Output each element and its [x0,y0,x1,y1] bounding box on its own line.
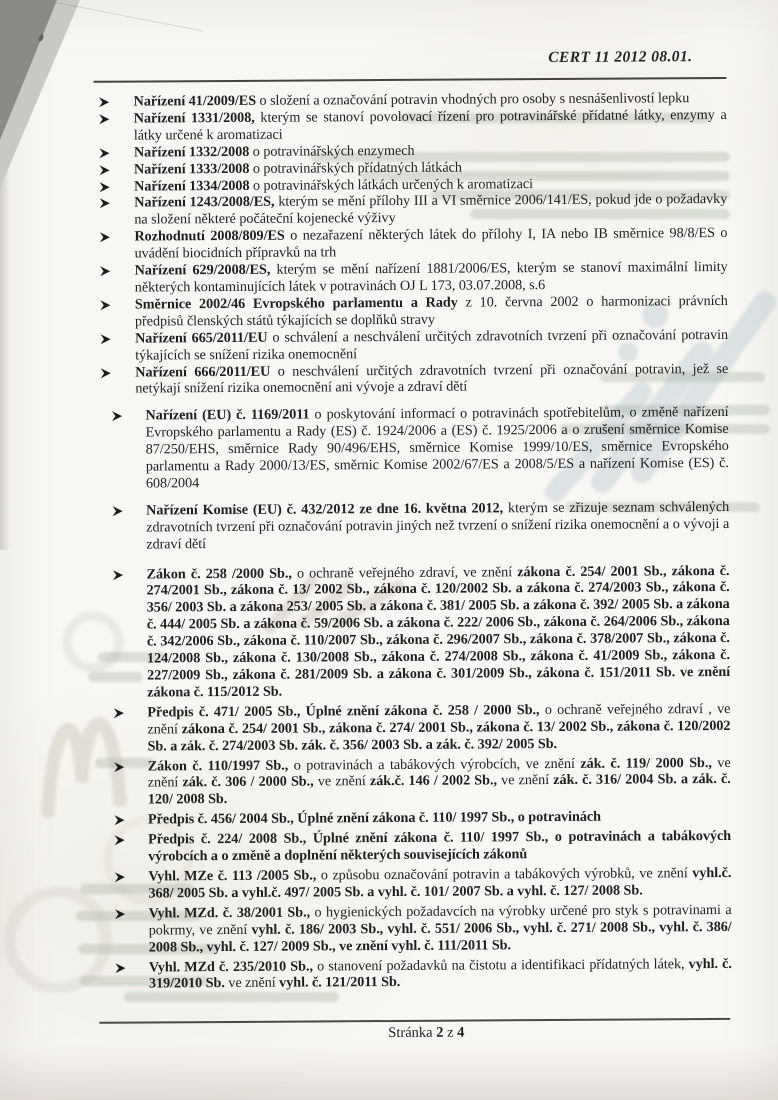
list-item-text: Nařízení 666/2011/EU o neschválení určitých zdravotních tvrzení při označování potravin, jež se netýkají snížení rizika onemocnění ani vývoje a zdraví dětí [135,360,729,397]
list-item-text: Směrnice 2002/46 Evropského parlamentu a Rady z 10. června 2002 o harmonizaci právních předpisů členských států týkajících se doplňků stravy [134,292,728,330]
list-item-text: Nařízení 1333/2008 o potravinářských přídatných látkách [133,159,462,178]
list-item-text: Nařízení 1334/2008 o potravinářských látkách určených k aromatizaci [134,175,534,195]
list-item [97,404,729,492]
list-item [96,107,727,145]
list-item-text: Nařízení (EU) č. 1169/2011 o poskytování informací o potravinách spotřebitelům, o změně nařízení Evropského parlamentu a Rady (ES) č. 1924/2006 a (ES) č. 1925/2006 a o zrušení směrnice Komise 87/250/EHS, směrnice Rady 90/496/EHS, směrnice Komise 1999/10/ES, směrnice Evropského parlamentu a Rady 2000/13/ES, směrnic Komise 2002/67/ES a 2008/5/ES a nařízení Komise (ES) č. 608/2004 [145,404,729,492]
list-item-text: Vyhl. MZd č. 235/2010 Sb., o stanovení požadavků na čistotu a identifikaci přídatných látek, vyhl. č. 319/2010 Sb. ve znění vyhl. č. 121/2011 Sb. [148,955,732,992]
list-item [100,754,731,809]
list-item-text: Zákon č. 110/1997 Sb., o potravinách a tabákových výrobcích, ve znění zák. č. 119/ 2000 Sb., ve znění zák. č. 306 / 2000 Sb., ve znění zák.č. 146 / 2002 Sb., ve znění zák. č. 316/ 2004 Sb. a zák. č. 120/ 2008 Sb. [147,754,731,808]
arrowhead-right-icon [99,114,110,125]
list-item-text: Rozhodnutí 2008/809/ES o nezařazení některých látek do přílohy I, IA nebo IB směrnice 98/8/ES o uvádění biocidních přípravků na trh [134,225,728,262]
arrowhead-right-icon [99,198,110,209]
list-item-text: Nařízení 1331/2008, kterým se stanoví povolovací řízení pro potravinářské přídatné látky, enzymy a látky určené k aromatizaci [133,106,727,144]
header-rule [93,77,726,83]
arrowhead-right-icon [114,761,125,772]
arrowhead-right-icon [99,232,110,243]
arrowhead-right-icon [100,367,111,378]
list-item-text: Nařízení Komise (EU) č. 432/2012 ze dne 16. května 2012, kterým se zřizuje seznam schválených zdravotních tvrzení při označování potravin jiných než tvrzení o snížení rizika onemocnění a o vývoji a zdraví dětí [146,498,730,553]
list-item-text: Nařízení 629/2008/ES, kterým se mění nařízení 1881/2006/ES, kterým se stanoví maximální limity některých kontaminujících látek v potravinách OJ L 173, 03.07.2008, s.6 [134,258,728,296]
arrowhead-right-icon [99,164,110,175]
arrowhead-right-icon [114,872,125,883]
arrowhead-right-icon [100,266,111,277]
arrowhead-right-icon [115,908,126,919]
list-item-text: Nařízení 1332/2008 o potravinářských enzymech [133,142,415,161]
list-item-text: Nařízení 1243/2008/ES, kterým se mění přílohy III a VI směrnice 2006/141/ES, pokud jde o požadavky na složení některé počáteční kojenecké výživy [134,191,728,228]
list-item-text: Nařízení 665/2011/EU o schválení a neschválení určitých zdravotních tvrzení při označování potravin týkajících se snížení rizika onemocnění [135,326,729,364]
page-number: Stránka 2 z 4 [388,1024,465,1042]
arrowhead-right-icon [112,505,123,516]
list-item [98,499,729,554]
arrowhead-right-icon [99,181,110,192]
list-item-text: Vyhl. MZe č. 113 /2005 Sb., o způsobu označování potravin a tabákových výrobků, ve znění vyhl.č. 368/ 2005 Sb. a vyhl.č. 497/ 2005 Sb. a vyhl. č. 101/ 2007 Sb. a vyhl. č. 127/ 2008 Sb. [148,864,732,902]
list-item-text: Předpis č. 456/ 2004 Sb., Úplné znění zákona č. 110/ 1997 Sb., o potravinách [147,808,602,828]
arrowhead-right-icon [100,333,111,344]
list-item-text: Předpis č. 471/ 2005 Sb., Úplné znění zákona č. 258 / 2000 Sb., o ochraně veřejného zdraví , ve znění zákona č. 254/ 2001 Sb., zákona č. 274/ 2001 Sb., zákona č. 13/ 2002 Sb., zákona č. 120/2002 Sb. a zák. č. 274/2003 Sb. zák. č. 356/ 2003 Sb. a zák. č. 392/ 2005 Sb. [147,700,731,755]
list-item [97,327,728,365]
regulation-list [96,90,732,993]
list-item [97,259,728,297]
list-item-text: Předpis č. 224/ 2008 Sb., Úplné znění zákona č. 110/ 1997 Sb., o potravinách a tabákových výrobcích a o změně a doplnění některých souvisejících zákonů [148,828,732,865]
list-item [100,865,731,903]
list-item [101,902,732,957]
list-item [97,360,728,398]
list-item [96,191,727,229]
list-item [99,701,730,756]
arrowhead-right-icon [112,569,123,580]
list-item-text: Zákon č. 258 /2000 Sb., o ochraně veřejného zdraví, ve znění zákona č. 254/ 2001 Sb., zákona č. 274/2001 Sb., zákona č. 13/ 2002 Sb., zákona č. 120/2002 Sb. a zákona č. 274/2003 Sb., zákona č. 356/ 2003 Sb. a zákona 253/ 2005 Sb. a zákona č. 381/ 2005 Sb. a zákona č. 392/ 2005 Sb. a zákona č. 444/ 2005 Sb. a zákona č. 59/2006 Sb. a zákona č. 222/ 2006 Sb., zákona č. 264/2006 Sb., zákona č. 342/2006 Sb., zákona č. 110/2007 Sb., zákona č. 296/2007 Sb., zákona č. 378/2007 Sb., zákona č. 124/2008 Sb., zákona č. 130/2008 Sb., zákona č. 274/2008 Sb., zákona č. 41/2009 Sb., zákona č. 227/2009 Sb., zákona č. 281/2009 Sb. a zákona č. 301/2009 Sb., zákona č. 151/2011 Sb. ve znění zákona č. 115/2012 Sb. [146,562,731,701]
arrowhead-right-icon [100,300,111,311]
list-item [98,562,730,701]
doc-code: CERT 11 2012 08.01. [548,48,693,67]
arrowhead-right-icon [114,815,125,826]
list-item-text: Nařízení 41/2009/ES o složení a označování potravin vhodných pro osoby s nesnášenlivostí lepku [133,90,690,110]
list-item [100,828,731,866]
arrowhead-right-icon [99,97,110,108]
arrowhead-right-icon [115,962,126,973]
list-item [101,955,732,993]
list-item-text: Vyhl. MZd. č. 38/2001 Sb., o hygienických požadavcích na výrobky určené pro styk s potravinami a pokrmy, ve znění vyhl. č. 186/ 2003 Sb., vyhl. č. 551/ 2006 Sb., vyhl. č. 271/ 2008 Sb., vyhl. č. 386/ 2008 Sb., vyhl. č. 127/ 2009 Sb., ve znění vyhl. č. 111/2011 Sb. [148,901,732,956]
arrowhead-right-icon [114,835,125,846]
arrowhead-right-icon [112,411,123,422]
arrowhead-right-icon [99,147,110,158]
list-item [97,293,728,331]
list-item [96,225,727,263]
list-item [100,808,731,829]
arrowhead-right-icon [113,707,124,718]
